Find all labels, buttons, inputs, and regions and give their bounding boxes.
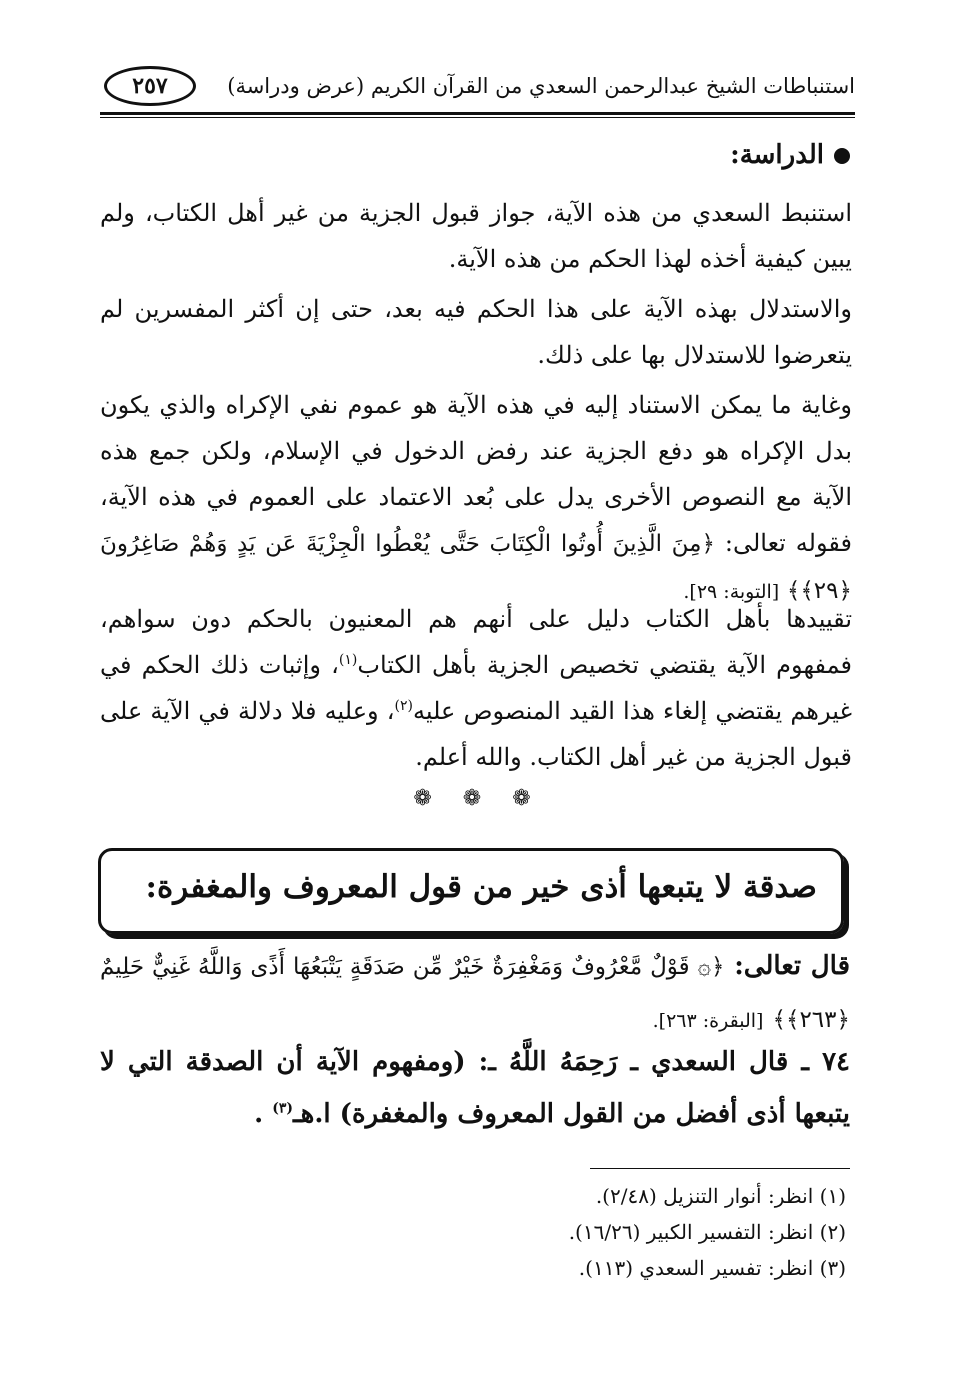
section-heading-label: الدراسة: xyxy=(730,140,824,170)
paragraph-1: استنبط السعدي من هذه الآية، جواز قبول الجزية من غير أهل الكتاب، ولم يبين كيفية أخذه لهذا الحكم من هذه الآية. xyxy=(100,199,852,273)
paragraph-4 xyxy=(100,596,852,780)
bullet-icon xyxy=(834,148,850,164)
footnotes xyxy=(569,1178,846,1286)
separator-ornament: ❁ ❁ ❁ xyxy=(413,786,543,811)
quran-verse: ﴿مِنَ الَّذِينَ أُوتُوا الْكِتَابَ حَتَّى يُعْطُوا الْجِزْيَةَ عَن يَدٍ وَهُمْ صَاغِرُونَ ﴿٢٩﴾﴾ xyxy=(100,531,852,604)
paragraph-3 xyxy=(100,382,852,615)
item-74-text: ٧٤ ـ قال السعدي ـ رَحِمَهُ اللَّهُ ـ: (ومفهوم الآية أن الصدقة التي لا يتبعها أذى أفضل من القول المعروف والمغفرة) ا.هـ xyxy=(100,1047,850,1129)
section-heading xyxy=(730,140,850,170)
paragraph-2: والاستدلال بهذه الآية على هذا الحكم فيه بعد، حتى إن أكثر المفسرين لم يتعرضوا للاستدلال بها على ذلك. xyxy=(100,295,852,369)
item-74-end: . xyxy=(254,1099,273,1129)
topic-title-box xyxy=(98,848,844,934)
footnote-3: (٣) انظر: تفسير السعدي (١١٣). xyxy=(578,1256,846,1280)
verse-citation: [التوبة: ٢٩]. xyxy=(683,581,780,603)
item-74 xyxy=(100,1036,850,1140)
topic-title: صدقة لا يتبعها أذى خير من قول المعروف والمغفرة: xyxy=(145,869,817,905)
verse-intro: قال تعالى: xyxy=(734,951,850,981)
quran-verse-2: ﴿۞ قَوْلٌ مَّعْرُوفٌ وَمَغْفِرَةٌ خَيْرٌ مِّن صَدَقَةٍ يَتْبَعُهَا أَذًى وَاللَّهُ غَنِيٌّ حَلِيمٌ ﴿٢٦٣﴾﴾ xyxy=(100,954,850,1033)
header-rule xyxy=(100,112,855,115)
footnote-ref-2[interactable]: (٢) xyxy=(394,698,413,714)
paragraph-4-part-a: تقييدها بأهل الكتاب دليل على أنهم هم المعنيون بالحكم دون سواهم، فمفهوم الآية يقتضي تخصيص الجزية بأهل الكتاب xyxy=(100,605,853,679)
footnote-2: (٢) انظر: التفسير الكبير (١٦/٢٦). xyxy=(568,1220,846,1244)
verse-paragraph xyxy=(100,940,850,1047)
footnote-rule xyxy=(590,1168,850,1169)
page-number: ٢٥٧ xyxy=(104,66,196,106)
paragraph-4-part-b: ، وإثبات ذلك الحكم في غيرهم يقتضي إلغاء هذا القيد المنصوص عليه xyxy=(100,651,852,725)
footnote-ref-3[interactable]: (٣) xyxy=(272,1100,293,1117)
header-rule-thin xyxy=(100,117,855,118)
header-title: استنباطات الشيخ عبدالرحمن السعدي من القرآن الكريم (عرض ودراسة) xyxy=(227,74,855,98)
paragraph-3-text: وغاية ما يمكن الاستناد إليه في هذه الآية هو عموم نفي الإكراه والذي يكون بدل الإكراه هو دفع الجزية عند رفض الدخول في الإسلام، ولكن جمع هذه الآية مع النصوص الأخرى يدل على بُعد الاعتماد على العموم في هذه الآية، فقوله تعالى: xyxy=(100,391,852,557)
verse-citation-2: [البقرة: ٢٦٣]. xyxy=(652,1010,764,1032)
paragraph-4-part-c: ، وعليه فلا دلالة في الآية على قبول الجزية من غير أهل الكتاب. والله أعلم. xyxy=(100,697,852,771)
footnote-ref-1[interactable]: (١) xyxy=(338,652,358,668)
running-header xyxy=(100,66,855,118)
footnote-1: (١) انظر: أنوار التنزيل (٢/٤٨). xyxy=(595,1184,846,1208)
